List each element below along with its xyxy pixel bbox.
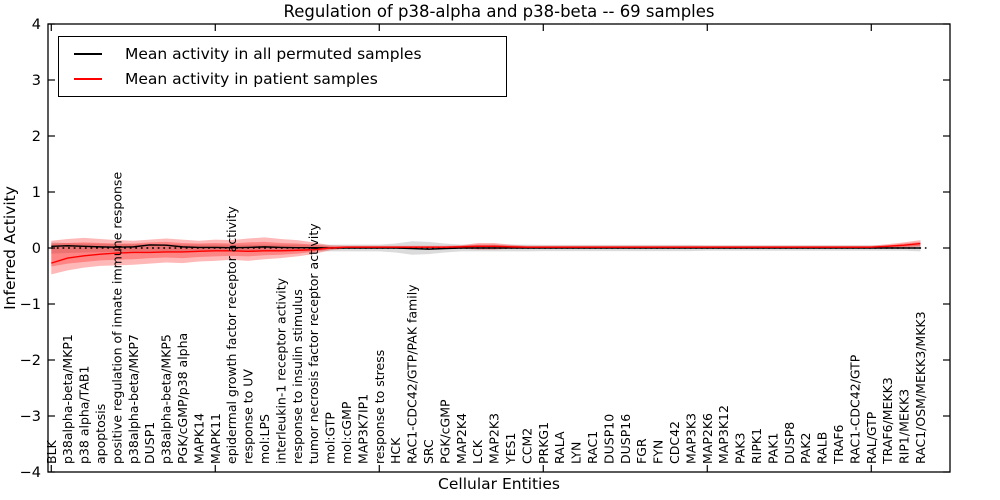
x-category-label: MAP3K3 [683, 413, 699, 464]
x-category-label: mol:GTP [322, 412, 338, 464]
x-category-label: MAP2K3 [486, 413, 502, 464]
x-category-label: FYN [650, 439, 666, 464]
x-category-label: RALA [552, 431, 568, 464]
x-category-label: LCK [470, 440, 486, 464]
x-category-label: PAK3 [732, 432, 748, 464]
x-category-label: MAP2K6 [699, 413, 715, 464]
x-category-label: mol:LPS [256, 414, 272, 464]
x-category-label: DUSP1 [142, 421, 158, 464]
x-category-label: RAL/GTP [863, 411, 879, 464]
y-tick-label: 2 [31, 129, 41, 145]
x-category-label: interleukin-1 receptor activity [273, 277, 289, 464]
x-category-label: RIP1/MEKK3 [896, 388, 912, 464]
x-category-label: FGR [634, 438, 650, 464]
x-category-label: response to UV [240, 369, 256, 464]
legend-entry-patient [59, 70, 506, 88]
x-category-label: MAP3K7IP1 [355, 393, 371, 464]
permuted-line-swatch [74, 53, 102, 55]
x-category-label: epidermal growth factor receptor activity [224, 206, 240, 464]
x-category-label: DUSP8 [781, 421, 797, 464]
x-category-label: p38alpha-beta/MKP1 [60, 334, 76, 464]
x-category-label: CDC42 [666, 421, 682, 464]
x-category-label: DUSP10 [601, 413, 617, 464]
x-category-label: PAK1 [765, 432, 781, 464]
y-tick-label: −1 [19, 297, 41, 313]
legend-entry-permuted [59, 45, 506, 63]
x-category-label: MAPK14 [191, 413, 207, 464]
x-category-label: mol:cGMP [338, 401, 354, 464]
x-category-label: PGK/cGMP [437, 399, 453, 464]
x-category-label: HCK [388, 437, 404, 464]
y-tick-label: −4 [19, 465, 41, 481]
x-category-label: DUSP16 [617, 413, 633, 464]
x-category-label: TRAF6 [830, 424, 846, 464]
x-category-label: PGK/cGMP/p38 alpha [174, 332, 190, 464]
legend-label-patient: Mean activity in patient samples [125, 70, 378, 89]
x-category-label: RALB [814, 431, 830, 464]
x-category-label: apoptosis [92, 403, 108, 464]
x-category-label: RIPK1 [748, 427, 764, 464]
x-axis-label: Cellular Entities [438, 475, 560, 493]
x-category-label: BLK [43, 440, 59, 464]
x-category-label: positive regulation of innate immune response [109, 171, 125, 464]
x-category-label: MAP2K4 [453, 413, 469, 464]
chart-title: Regulation of p38-alpha and p38-beta -- 69 samples [283, 2, 715, 21]
x-category-label: RAC1 [584, 430, 600, 464]
x-category-label: SRC [420, 439, 436, 464]
x-category-label: RAC1/OSM/MEKK3/MKK3 [912, 311, 928, 464]
x-category-label: RAC1-CDC42/GTP [847, 354, 863, 464]
y-tick-label: −2 [19, 353, 41, 369]
y-tick-label: 1 [31, 185, 41, 201]
x-category-label: p38 alpha/TAB1 [76, 365, 92, 464]
x-category-label: MAPK11 [207, 413, 223, 464]
x-category-label: LYN [568, 441, 584, 464]
x-category-label: YES1 [502, 432, 518, 464]
x-category-label: response to insulin stimulus [289, 289, 305, 464]
x-category-label: TRAF6/MEKK3 [880, 377, 896, 464]
x-category-label: RAC1-CDC42/GTP/PAK family [404, 284, 420, 464]
y-axis-label: Inferred Activity [1, 186, 19, 310]
y-tick-label: 0 [31, 241, 41, 257]
x-category-label: PAK2 [798, 432, 814, 464]
x-category-label: p38alpha-beta/MKP7 [125, 334, 141, 464]
x-category-label: MAP3K12 [716, 405, 732, 464]
x-category-label: response to stress [371, 349, 387, 464]
patient-line-swatch [74, 78, 102, 80]
x-category-label: tumor necrosis factor receptor activity [306, 223, 322, 464]
x-category-label: p38alpha-beta/MKP5 [158, 334, 174, 464]
y-tick-label: 4 [31, 17, 41, 33]
legend [58, 36, 507, 97]
legend-label-permuted: Mean activity in all permuted samples [125, 44, 422, 63]
y-tick-label: −3 [19, 409, 41, 425]
x-category-label: CCM2 [519, 427, 535, 464]
y-tick-label: 3 [31, 73, 41, 89]
x-category-label: PRKG1 [535, 421, 551, 464]
